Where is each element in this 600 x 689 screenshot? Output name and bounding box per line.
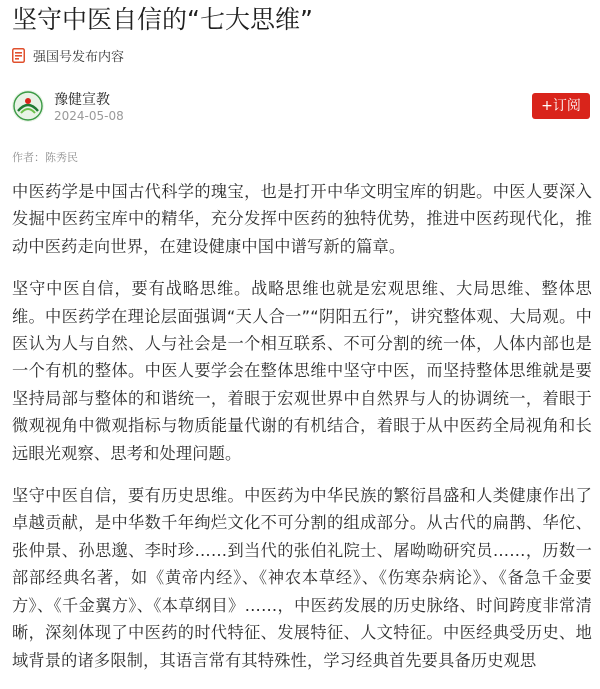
publish-tag [12,45,124,65]
paragraph: 中医药学是中国古代科学的瑰宝，也是打开中华文明宝库的钥匙。中医人要深入发掘中医药宝库中的精华，充分发挥中医药的独特优势，推进中医药现代化，推动中医药走向世界，在建设健康中国中谱写新的篇章。 [12,182,592,256]
article-body [12,178,592,689]
document-icon [12,48,25,63]
author-name[interactable]: 豫健宣教 [54,92,110,108]
paragraph: 坚守中医自信，要有战略思维。战略思维也就是宏观思维、大局思维、整体思维。中医药学在理论层面强调“天人合一”“阴阳五行”，讲究整体观、大局观。中医认为人与自然、人与社会是一个相互联系、不可分割的统一体，人体内部也是一个有机的整体。中医人要学会在整体思维中坚守中医，而坚持整体思维就是要坚持局部与整体的和谐统一，着眼于宏观世界中自然界与人的协调统一，着眼于微观视角中微观指标与物质能量代谢的有机结合，着眼于从中医药全局视角和长远眼光观察、思考和处理问题。 [12,279,592,463]
author-row [12,90,590,124]
paragraph: 坚守中医自信，要有历史思维。中医药为中华民族的繁衍昌盛和人类健康作出了卓越贡献，是中华数千年绚烂文化不可分割的组成部分。从古代的扁鹊、华佗、张仲景、孙思邈、李时珍……到当代的张伯礼院士、屠呦呦研究员……，历数一部部经典名著，如《黄帝内经》、《神农本草经》、《伤寒杂病论》、《备急千金要方》、《千金翼方》、《本草纲目》……，中医药发展的历史脉络、时间跨度非常清晰，深刻体现了中医药的时代特征、发展特征、人文特征。中医经典受历史、地域背景的诸多限制，其语言常有其特殊性，学习经典首先要具备历史观思 [12,486,592,670]
publish-tag-label: 强国号发布内容 [33,49,125,65]
subscribe-button[interactable]: +订阅 [532,93,590,119]
article-byline: 作者：陈秀民 [12,151,78,164]
article-title: 坚守中医自信的“七大思维” [12,5,313,34]
publish-date: 2024-05-08 [54,109,124,123]
avatar[interactable] [12,90,44,122]
